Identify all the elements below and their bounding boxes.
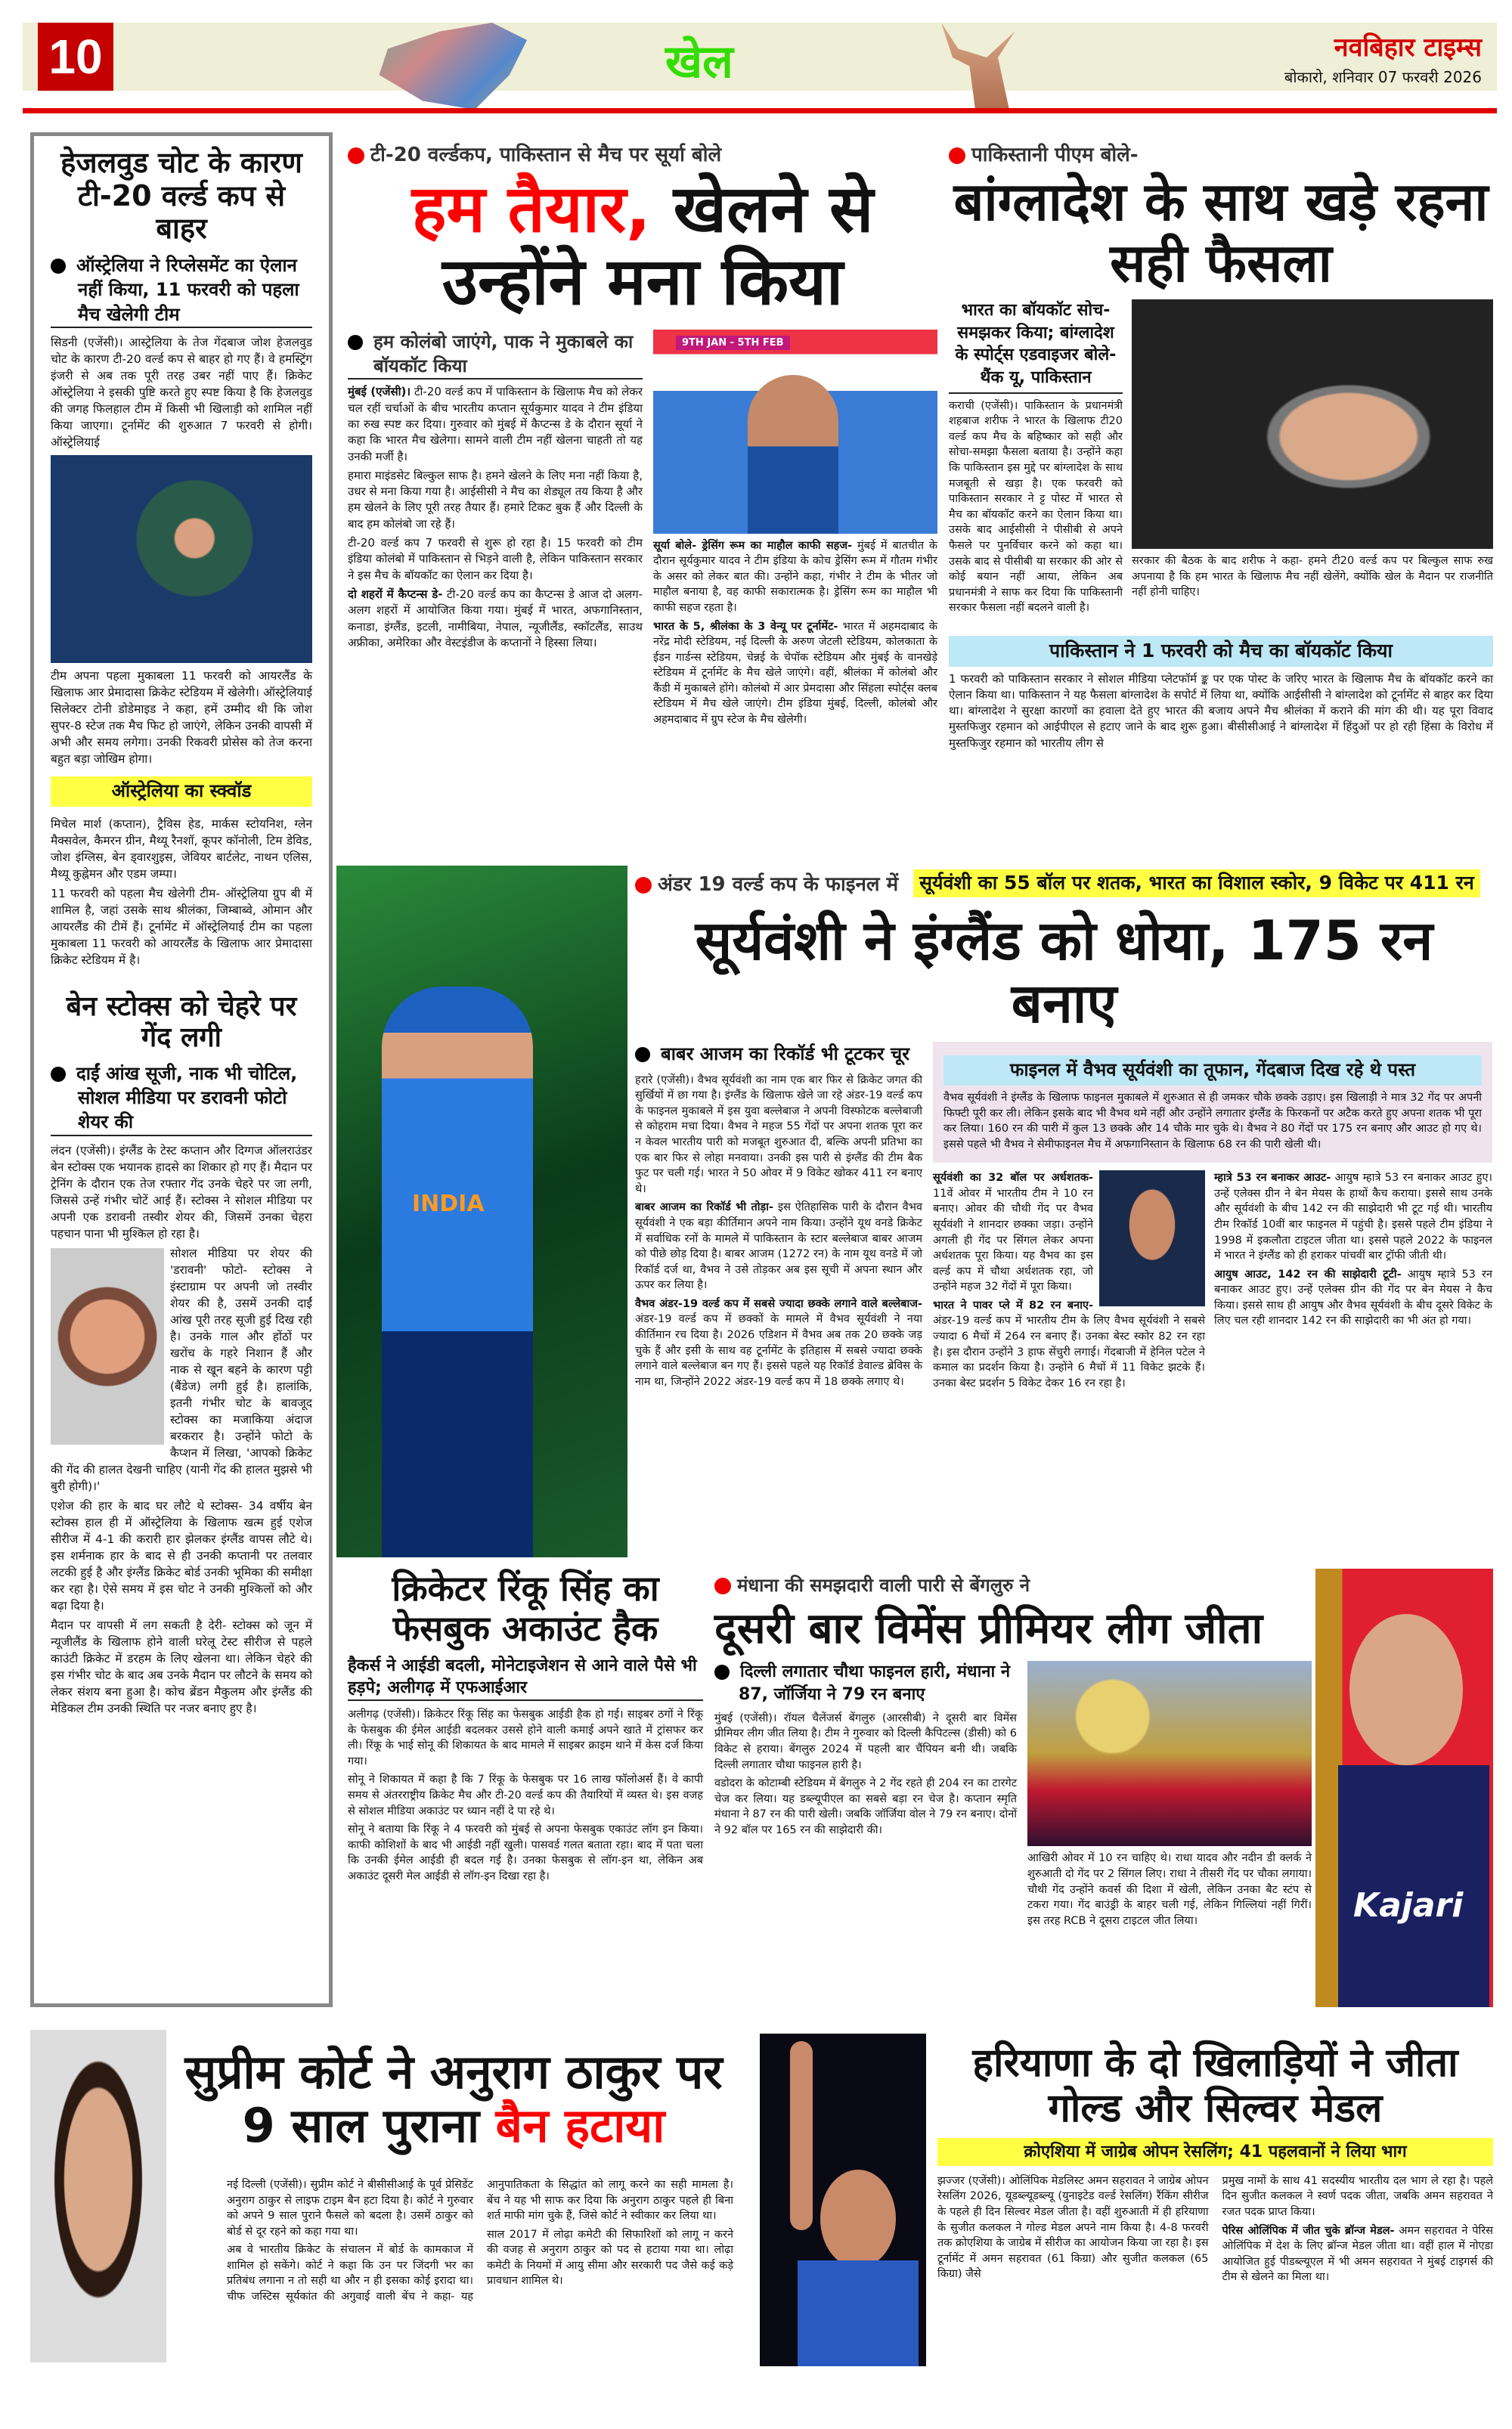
vaibhav-suryavanshi-photo (336, 866, 627, 1557)
surya-body-5: सूर्या बोले- ड्रेसिंग रूम का माहौल काफी सहज- मुंबई में बातचीत के दौरान सूर्यकुमार यादव ने टीम इंडिया के कोच ड्रेसिंग रूम में गौतम गंभीर के असर को लेकर बात की। उन्होंने कहा, गंभीर ने टीम के भीतर जो माहौल बनाया है, वह काफी सकारात्मक है। ड्रेसिंग रूम का माहौल भी काफी सहज रहता है। (653, 539, 938, 614)
masthead-band (23, 23, 1497, 91)
hazlewood-body-2: टीम अपना पहला मुकाबला 11 फरवरी को आयरलैंड के खिलाफ आर प्रेमादासा क्रिकेट स्टेडियम में खेलेगी। ऑस्ट्रेलियाई सिलेक्टर टोनी डोडेमाइड ने कहा, हमें उम्मीद थी कि जोश सुपर-8 स्टेज तक मैच फिट हो जाएंगे, लेकिन उनकी वापसी में अभी और समय लगेगा। उनकी रिकवरी प्रोसेस को तेज करना बहुत बड़ा जोखिम होगा। (51, 669, 312, 767)
newspaper-name: नवबिहार टाइम्स (1334, 33, 1482, 63)
red-dot-icon (348, 147, 364, 164)
wpl-kicker: मंधाना की समझदारी वाली पारी से बेंगलुरु ने (714, 1572, 1312, 1597)
section-title: खेल (665, 36, 733, 88)
suryavanshi-kicker: अंडर 19 वर्ल्ड कप के फाइनल में (635, 869, 898, 897)
header-divider (23, 108, 1497, 113)
suryavanshi-headline: सूर्यवंशी ने इंग्लैंड को धोया, 175 रन बनाए (695, 908, 1433, 1035)
suryavanshi-box-title: फाइनल में वैभव सूर्यवंशी का तूफान, गेंदबाज दिख रहे थे पस्त (943, 1055, 1482, 1086)
player-figure (748, 375, 838, 534)
red-dot-icon (949, 147, 965, 164)
surya-body: मुंबई (एजेंसी)। टी-20 वर्ल्ड कप में पाकिस्तान के खिलाफ मैच को लेकर चल रहीं चर्चाओं के बीच भारतीय कप्तान सूर्यकुमार यादव ने टीम इंडिया का रुख स्पष्ट कर दिया। गुरुवार को मुंबई में कैप्टन्स डे के दौरान सूर्या ने कहा कि भारत मैच खेलेगा। सामने वाली टीम नहीं खेलना चाहती तो यह उनकी मर्जी है। (348, 385, 643, 463)
page-number: 10 (38, 23, 113, 91)
haryana-headline: हरियाणा के दो खिलाड़ियों ने जीता गोल्ड और सिल्वर मेडल (972, 2040, 1458, 2131)
rinku-subhead: हैकर्स ने आईडी बदली, मोनेटाइजेशन से आने वाले पैसे भी हड़पे; अलीगढ़ में एफआईआर (348, 1655, 703, 1701)
suryavanshi-subhead: बाबर आजम का रिकॉर्ड भी टूटकर चूर (635, 1042, 922, 1066)
haryana-body (937, 2173, 1493, 2287)
suryavanshi-highlight: सूर्यवंशी का 55 बॉल पर शतक, भारत का विशाल स्कोर, 9 विकेट पर 411 रन (913, 869, 1480, 897)
stokes-body-3: एशेज की हार के बाद घर लौटे थे स्टोक्स- 34 वर्षीय बेन स्टोक्स हाल ही में ऑस्ट्रेलिया के खिलाफ खत्म हुई एशेज सीरीज में 4-1 की करारी हार झेलकर इंग्लैंड वापस लौटे थे। इस शर्मनाक हार के बाद से ही उनकी कप्तानी पर तलवार लटकी हुई है और इंग्लैंड क्रिकेट बोर्ड उनकी भूमिका की समीक्षा कर रहा है। ऐसे समय में इस चोट ने उनकी मुश्किलों को और बढ़ा दिया है। (51, 1498, 312, 1613)
haryana-body-1: झज्जर (एजेंसी)। ओलिंपिक मेडलिस्ट अमन सहरावत ने जाग्रेब ओपन रेसलिंग 2026, यूडब्ल्यूडब्ल्यू (युनाइटेड वर्ल्ड रेसलिंग) रैंकिंग सीरीज के पहले ही दिन सिल्वर मेडल जीता है। वहीं शुरुआती में ही हरियाणा के सुजीत कलकल ने गोल्ड मेडल अपने नाम किया है। 4-8 फरवरी तक क्रोएशिया के जाग्रेब में सीरीज का आयोजन किया जा रहा है। इस टूर्नामेंट में अमन सहरावत (61 किग्रा) और सुजीत कलकल (65 किग्रा) जैसे (937, 2174, 1209, 2281)
suryavanshi-body-5: भारत ने पावर प्ले में 82 रन बनाए- अंडर-19 वर्ल्ड कप में भारतीय टीम के लिए वैभव सूर्यवंशी ने सबसे ज्यादा 6 मैचों में 264 रन बनाए हैं। उनका बेस्ट स्कोर 82 रन रहा है। इस दौरान उन्होंने 3 हाफ सेंचुरी लगाई। गेंदबाजी में हेनिल पटेल ने कमाल का प्रदर्शन किया है। उन्होंने 6 मैचों में 11 विकेट झटके हैं। उनका बेस्ट प्रदर्शन 5 विकेट देकर 16 रन रहा है। (933, 1299, 1205, 1390)
red-dot-icon (714, 1578, 731, 1594)
jersey-text: INDIA (412, 1191, 485, 1217)
left-column (30, 132, 333, 2007)
newspaper-nameplate (1284, 29, 1482, 87)
rinku-body: अलीगढ़ (एजेंसी)। क्रिकेटर रिंकू सिंह का फेसबुक आईडी हैक हो गई। साइबर ठगों ने रिंकू के फेसबुक की ईमेल आईडी बदलकर उससे होने वाली कमाई अपने खाते में ट्रांसफर कर ली। रिंकू के भाई सोनू की शिकायत के बाद मामले में साइबर क्राइम थाने में केस दर्ज किया गया। (348, 1709, 703, 1768)
hazlewood-subhead: ऑस्ट्रेलिया ने रिप्लेसमेंट का ऐलान नहीं किया, 11 फरवरी को पहला मैच खेलेगी टीम (51, 253, 312, 328)
aman-sehrawat-photo (760, 2034, 926, 2366)
surya-article (348, 140, 937, 858)
haryana-highlight: क्रोएशिया में जाग्रेब ओपन रेसलिंग; 41 पहलवानों ने लिया भाग (937, 2138, 1493, 2166)
surya-body-6: भारत के 5, श्रीलंका के 3 वेन्यू पर टूर्नामेंट- भारत में अहमदाबाद के नरेंद्र मोदी स्टेडियम, नई दिल्ली के अरुण जेटली स्टेडियम, कोलकाता के ईडन गार्डन्स स्टेडियम, चेन्नई के चेपॉक स्टेडियम और मुंबई के वानखेड़े स्टेडियम में टूर्नामेंट के मैच खेले जाएंगे। वहीं, श्रीलंका में कोलंबो और कैंडी में मुकाबले होंगे। कोलंबो में आर प्रेमदासा और सिंहला स्पोर्ट्स क्लब स्टेडियम में मैच खेले जाएंगे। टीम इंडिया मुंबई, दिल्ली, कोलंबो और अहमदाबाद में ग्रुप स्टेज के मैच खेलेगी। (653, 620, 937, 726)
suryavanshi-body: हरारे (एजेंसी)। वैभव सूर्यवंशी का नाम एक बार फिर से क्रिकेट जगत की सुर्खियों में छा गया है। इंग्लैंड के खिलाफ खेले जा रहे अंडर-19 वर्ल्ड कप के फाइनल मुकाबले में इस युवा बल्लेबाज ने अपनी विस्फोटक बल्लेबाजी से कोहराम मचा दिया। वैभव ने महज 55 गेंदों पर अपना शतक पूरा कर न केवल भारतीय पारी को मजबूत शुरुआत दी, बल्कि अपनी प्रतिभा का एक बार फिर से लोहा मनवाया। उनकी इस पारी से इंग्लैंड की टीम बैक फुट पर चली गई। भारत ने 50 ओवर में 9 विकेट खोकर 411 रन बनाए थे। (635, 1074, 922, 1195)
smriti-mandhana-photo (1315, 1569, 1493, 2007)
suryavanshi-body-3: वैभव अंडर-19 वर्ल्ड कप में सबसे ज्यादा छक्के लगाने वाले बल्लेबाज- अंडर-19 वर्ल्ड कप में छक्कों के मामले में वैभव सूर्यवंशी ने नया कीर्तिमान रच दिया है। 2026 एडिशन में वैभव अब तक 20 छक्के जड़ चुके हैं और इसी के साथ वह टूर्नामेंट के इतिहास में सबसे ज्यादा छक्के लगाने वाले बल्लेबाज बन गए हैं। इससे पहले यह रिकॉर्ड डेवाल्ड ब्रेविस के नाम था, जिन्होंने 2022 अंडर-19 वर्ल्ड कप में 18 छक्के लगाए थे। (635, 1297, 922, 1388)
hazlewood-body: सिडनी (एजेंसी)। आस्ट्रेलिया के तेज गेंदबाज जोश हेजलवुड चोट के कारण टी-20 वर्ल्ड कप से बाहर हो गए हैं। वे हमस्ट्रिंग इंजरी से अब तक पूरी तरह उबर नहीं पाए हैं। क्रिकेट ऑस्ट्रेलिया ने इसकी पुष्टि करते हुए स्पष्ट किया है कि हेजलवुड की जगह फिलहाल टीम में किसी भी खिलाड़ी को शामिल नहीं किया जाएगा। टूर्नामेंट की शुरुआत 7 फरवरी से होगी। ऑस्ट्रेलियाई (51, 336, 312, 450)
face-shape (820, 2170, 896, 2268)
haryana-body-2: प्रमुख नामों के साथ 41 सदस्यीय भारतीय दल भाग ले रहा है। पहले दिन सुजीत कलकल ने स्वर्ण पदक जीता, जबकि अमन सहरावत ने रजत पदक प्राप्त किया। (1222, 2174, 1493, 2219)
rinku-body-2: सोनू ने शिकायत में कहा है कि 7 रिंकू के फेसबुक पर 16 लाख फॉलोअर्स हैं। वे कापी समय से अंतरराष्ट्रीय क्रिकेट मैच और टी-20 वर्ल्ड कप की तैयारियों में व्यस्त थे। इस वजह से सोशल मीडिया अकाउंट पर ध्यान नहीं दे पा रहे थे। (348, 1774, 703, 1817)
anurag-body-3: साल 2017 में लोढ़ा कमेटी की सिफारिशों को लागू न करने की वजह से अनुराग ठाकुर को पद से हटाया गया था। लोढ़ा कमेटी के नियमों में आयु सीमा और सरकारी पद जैसे कई कड़े प्रावधान शामिल थे। (487, 2228, 733, 2288)
anurag-body-2: अब वे भारतीय क्रिकेट के संचालन में बोर्ड के कामकाज में शामिल हो सकेंगे। कोर्ट ने कहा कि उन पर जिंदगी भर का प्रतिबंध लगाना न तो सही था और न ही इसका कोई इरादा था। चीफ जस्टिस सूर्यकांत की अगुवाई वाली बेंच ने कहा- यह आनुपातिकता के सिद्धांत को लागू करने का सही मामला है। बेंच ने यह भी साफ कर दिया कि अनुराग ठाकुर पहले ही बिना शर्त माफी मांग चुके हैं, जिसे कोर्ट ने स्वीकार कर लिया था। (227, 2179, 733, 2304)
wpl-article (714, 1572, 1312, 2007)
anurag-body-1: नई दिल्ली (एजेंसी)। सुप्रीम कोर्ट ने बीसीसीआई के पूर्व प्रेसिडेंट अनुराग ठाकुर से लाइफ टाइम बैन हटा दिया है। कोर्ट ने गुरुवार को अपने 9 साल पुराने फैसले को बदला है। उसमें ठाकुर को बोर्ड से दूर रहने को कहा गया था। (227, 2179, 473, 2238)
pak-box-title: पाकिस्तान ने 1 फरवरी को मैच का बॉयकॉट किया (949, 636, 1493, 667)
suryavanshi-body-7: आयुष आउट, 142 रन की साझेदारी टूटी- आयुष म्हात्रे 53 रन बनाकर आउट हुए। उन्हें एलेक्स ग्रीन की गेंद पर बेन मेयस ने कैच किया। इससे साथ ही आयुष और वैभव सूर्यवंशी के बीच दूसरे विकेट के लिए चल रही शानदार 142 रन की साझेदारी का भी अंत हो गया। (1214, 1268, 1492, 1328)
suryavanshi-body-2: बाबर आजम का रिकॉर्ड भी तोड़ा- इस ऐतिहासिक पारी के दौरान वैभव सूर्यवंशी ने एक बड़ा कीर्तिमान अपने नाम किया। उन्होंने यूथ वनडे क्रिकेट में सर्वाधिक रनों के मामले में पाकिस्तान के स्टार बल्लेबाज बाबर आजम को पीछे छोड़ दिया है। बाबर आजम (1272 रन) के नाम यूथ वनडे में जो रिकॉर्ड दर्ज था, वैभव ने उसे तोड़कर अब इस सूची में अपना स्थान और ऊपर कर लिया है। (635, 1201, 922, 1292)
wpl-body-3: आखिरी ओवर में 10 रन चाहिए थे। राधा यादव और नदीन डी क्लर्क ने शुरुआती दो गेंद पर 2 सिंगल लिए। राधा ने तीसरी गेंद पर चौका लगाया। चौथी गेंद उन्होंने कवर्स की दिशा में खेली, लेकिन उनका बैट स्टंप से टकरा गया। गेंद बाउंड्री के बाहर चली गई, लेकिन गिल्लियां नहीं गिरीं। इस तरह RCB ने दूसरा टाइटल जीत लिया। (1027, 1852, 1312, 1927)
anurag-thakur-photo (30, 2030, 166, 2362)
bullet-icon (51, 259, 66, 274)
bullet-icon (51, 1067, 66, 1082)
pak-subhead: भारत का बॉयकॉट सोच-समझकर किया; बांग्लादेश के स्पोर्ट्स एडवाइजर बोले- थैंक यू, पाकिस्तान (949, 299, 1123, 394)
haryana-body-3: पेरिस ओलिंपिक में जीत चुके ब्रॉन्ज मेडल- अमन सहरावत ने पेरिस ओलिंपिक में देश के लिए ब्रॉन्ज मेडल जीता था। वहीं हाल में नोएडा आयोजित हुई पीडब्ल्यूएल में भी अमन सहरावत ने मुंबई टाइगर्स की टीम से खेलने का मिला था। (1222, 2224, 1493, 2284)
pak-box-body: 1 फरवरी को पाकिस्तान सरकार ने सोशल मीडिया प्लेटफॉर्म ङ्क पर एक पोस्ट के जरिए भारत के खिलाफ मैच के बॉयकॉट करने का ऐलान किया था। पाकिस्तान ने यह फैसला बांग्लादेश के सपोर्ट में लिया था, क्योंकि आईसीसी ने बांग्लादेश को टूर्नामेंट से बाहर कर दिया था। बांग्लादेश ने सुरक्षा कारणों का हवाला देते हुए भारत की बजाय अपने मैच श्रीलंका में कराने की मांग की थी। यह पूरा विवाद मुस्तफिजुर रहमान को आईपीएल से हटाए जाने के बाद शुरू हुआ। बीसीसीआई ने बांग्लादेश में हिंदुओं पर हो रही हिंसा के विरोध में मुस्तफिजुर रहमान को भारतीय लीग से (949, 671, 1493, 750)
anurag-body (227, 2177, 733, 2362)
suryavanshi-body-4: सूर्यवंशी का 32 बॉल पर अर्धशतक- 11वें ओवर में भारतीय टीम ने 10 रन बनाए। ओवर की चौथी गेंद पर वैभव सूर्यवंशी ने शानदार छक्का जड़ा। उन्होंने अगली ही गेंद पर सिंगल लेकर अपना अर्धशतक पूरा किया। यह वैभव का इस वर्ल्ड कप में चौथा अर्धशतक रहा, जो उन्होंने महज 32 गेंदों में पूरा किया। (933, 1172, 1093, 1294)
wpl-headline: दूसरी बार विमेंस प्रीमियर लीग जीता (714, 1604, 1263, 1653)
suryavanshi-box-body: वैभव सूर्यवंशी ने इंग्लैंड के खिलाफ फाइनल मुकाबले में शुरुआत से ही जमकर चौके छक्के उड़ाए। इस खिलाड़ी ने मात्र 32 गेंद पर अपनी फिफ्टी पूरी कर ली। लेकिन इसके बाद भी वैभव थमे नहीं और उन्होंने लगातार इंग्लैंड के फिरकनों पर अटैक करते हुए अपना शतक भी पूरा कर लिया। 160 रन की पारी में कुल 13 छक्के और 14 चौके मार चुके थे। वैभव ने 80 गेंदों पर 175 रन बनाए और आउट हो गए थे। इससे पहले भी वैभव ने सेमीफाइनल मैच में अफगानिस्तान के खिलाफ 68 रन की पारी खेली थी। (943, 1091, 1482, 1151)
suryakumar-press-photo (653, 330, 937, 534)
haryana-article (937, 2041, 1493, 2374)
stokes-subhead: दाईं आंख सूजी, नाक भी चोटिल, सोशल मीडिया पर डरावनी फोटो शेयर की (51, 1061, 312, 1136)
surya-subhead: हम कोलंबो जाएंगे, पाक ने मुकाबले का बॉयकॉट किया (348, 330, 643, 380)
pak-kicker: पाकिस्तानी पीएम बोले- (949, 140, 1493, 167)
shehbaz-sharif-photo (1132, 299, 1493, 549)
surya-headline: हम तैयार, खेलने से उन्होंने मना किया (411, 172, 874, 321)
jersey-sponsor-text: Kajari (1353, 1886, 1464, 1925)
red-dot-icon (635, 877, 652, 894)
suryavanshi-info-box (933, 1042, 1492, 1163)
dateline: बोकारो, शनिवार 07 फरवरी 2026 (1284, 68, 1482, 86)
stokes-injury-photo (51, 1248, 164, 1445)
anurag-headline: सुप्रीम कोर्ट ने अनुराग ठाकुर पर 9 साल पुराना बैन हटाया (184, 2044, 723, 2154)
suryavanshi-body-6: म्हात्रे 53 रन बनाकर आउट- आयुष म्हात्रे 53 रन बनाकर आउट हुए। उन्हें एलेक्स ग्रीन ने बेन मेयस के हाथों कैच कराया। इससे साथ उनके और सूर्यवंशी के बीच 142 रन की साझेदारी भी टूट गई थी। भारतीय टीम रिकॉर्ड 10वीं बार फाइनल में पहुंची है। इससे पहले टीम इंडिया ने 1998 में इकलौता टाइटल जीता था। इससे पहले 2022 के फाइनल में भारत ने इंग्लैंड को ही हराकर पांचवीं बार ट्रॉफी जीती थी। (1214, 1172, 1492, 1263)
surya-body-2: हमारा माइंडसेट बिल्कुल साफ है। हमने खेलने के लिए मना नहीं किया है, उधर से मना किया गया है। आईसीसी ने मैच का शेड्यूल तय किया है और हम खेलने के लिए पूरी तरह तैयार हैं। हमारे टिकट बुक हैं और दिल्ली के बाद हम कोलंबो जा रहे हैं। (348, 468, 643, 531)
pakistan-article (949, 140, 1493, 858)
wpl-subhead: दिल्ली लगातार चौथा फाइनल हारी, मंधाना ने 87, जॉर्जिया ने 79 रन बनाए (714, 1661, 1017, 1706)
wpl-body-2: वडोदरा के कोटाम्बी स्टेडियम में बेंगलुरु ने 2 गेंद रहते ही 204 रन का टारगेट चेज कर लिया। यह डब्ल्यूपीएल का सबसे बड़ा रन चेज है। कप्तान स्मृति मंधाना ने 87 रन की पारी खेली। जबकि जॉर्जिया वोल ने 79 रन बनाए। दोनों ने 92 बॉल पर 165 रन की साझेदारी की। (714, 1777, 1017, 1836)
pak-headline: बांग्लादेश के साथ खड़े रहना सही फैसला (953, 171, 1489, 294)
vaibhav-portrait-photo (1099, 1170, 1205, 1306)
pak-body-2: सरकार की बैठक के बाद शरीफ ने कहा- हमने टी20 वर्ल्ड कप पर बिल्कुल साफ रुख अपनाया है कि हम भारत के खिलाफ मैच नहीं खेलेंगे, क्योंकि खेल के मैदान पर राजनीति नहीं होनी चाहिए। (1132, 555, 1493, 599)
stokes-body: लंदन (एजेंसी)। इंग्लैंड के टेस्ट कप्तान और दिग्गज ऑलराउंडर बेन स्टोक्स एक भयानक हादसे का शिकार हो गए हैं। मैदान पर ट्रेनिंग के दौरान एक तेज रफ्तार गेंद उनके चेहरे पर जा लगी, जिससे उन्हें गंभीर चोटें आई हैं। स्टोक्स ने सोशल मीडिया पर अपनी एक डरावनी तस्वीर शेयर की, जिसमें उनका चेहरा पहचान पाना भी मुश्किल हो रहा है। (51, 1143, 312, 1241)
bullet-icon (714, 1665, 730, 1680)
rcb-celebration-photo (1027, 1661, 1312, 1846)
anurag-article (30, 2030, 741, 2370)
rinku-body-3: सोनू ने बताया कि रिंकू ने 4 फरवरी को मुंबई से अपना फेसबुक एकाउंट लॉग इन किया। काफी कोशिशों के बाद भी आईडी नहीं खुली। पासवर्ड गलत बताता रहा। बाद में पता चला कि उनकी ईमेल आईडी ही बदल गई है। उनका फेसबुक से लॉग-इन था, लेकिन अब अकाउंट दूसरी मेल आईडी से लॉग-इन दिखा रहा है। (348, 1823, 703, 1882)
hazlewood-photo (51, 455, 312, 663)
suryavanshi-article (635, 869, 1493, 1557)
surya-kicker: टी-20 वर्ल्डकप, पाकिस्तान से मैच पर सूर्या बोले (348, 140, 937, 167)
squad-box-title: ऑस्ट्रेलिया का स्क्वॉड (51, 776, 312, 807)
surya-body-3: टी-20 वर्ल्ड कप 7 फरवरी से शुरू हो रहा है। 15 फरवरी को टीम इंडिया कोलंबो में पाकिस्तान से भिड़ने वाली है, लेकिन पाकिस्तान सरकार ने इस मैच के बॉयकॉट का ऐलान कर दिया है। (348, 536, 643, 582)
stokes-headline: बेन स्टोक्स को चेहरे पर गेंद लगी (66, 990, 297, 1054)
face-shape (1349, 1614, 1463, 1765)
bullet-icon (635, 1047, 650, 1062)
bullet-icon (348, 335, 363, 350)
photo-banner-text: 9TH JAN - 5TH FEB (676, 336, 790, 350)
stokes-body-2: सोशल मीडिया पर शेयर की 'डरावनी' फोटो- स्टोक्स ने इंस्टाग्राम पर अपनी जो तस्वीर शेयर की है, उसमें उनकी दाईं आंख पूरी तरह सूजी हुई दिख रही है। उनके गाल और होंठों पर खरोंच के गहरे निशान हैं और नाक से खून बहने के कारण पट्टी (बैंडेज) लगी हुई है। हालांकि, इतनी गंभीर चोट के बावजूद स्टोक्स का मजाकिया अंदाज बरकरार है। उन्होंने फोटो के कैप्शन में लिखा, 'आपको क्रिकेट की गेंद की हालत देखनी चाहिए (यानी गेंद की हालत मुझसे भी बुरी होगी)।' (51, 1246, 312, 1493)
hazlewood-headline: हेजलवुड चोट के कारण टी-20 वर्ल्ड कप से बाहर (60, 146, 302, 246)
raised-arm (790, 2041, 813, 2230)
hazlewood-body-3: 11 फरवरी को पहला मैच खेलेगी टीम- ऑस्ट्रेलिया ग्रुप बी में शामिल है, जहां उसके साथ श्रीलंका, जिम्बाब्वे, ओमान और आयरलैंड की टीमें हैं। टूर्नामेंट में ऑस्ट्रेलियाई टीम का पहला मुकाबला 11 फरवरी को आयरलैंड के खिलाफ आर प्रेमादासा क्रिकेट स्टेडियम में है। (51, 886, 312, 967)
rinku-article (348, 1569, 703, 2007)
stokes-body-4: मैदान पर वापसी में लग सकती है देरी- स्टोक्स को जून में न्यूजीलैंड के खिलाफ होने वाली घरेलू टेस्ट सीरीज से पहले काउंटी क्रिकेट में डरहम के लिए खेलना था। लेकिन चेहरे की इस गंभीर चोट के बाद अब उनके मैदान पर लौटने के समय को लेकर संशय बना हुआ है। कोच ब्रेंडन मैकुलम और इंग्लैंड की मेडिकल टीम उनकी स्थिति पर नजर बनाए हुए है। (51, 1618, 312, 1715)
pak-body: कराची (एजेंसी)। पाकिस्तान के प्रधानमंत्री शहबाज शरीफ ने भारत के खिलाफ टी20 वर्ल्ड कप मैच के बहिष्कार को सही और सोचा-समझा फैसला बताया है। उन्होंने कहा कि पाकिस्तान इस मुद्दे पर बांग्लादेश के साथ मजबूती से खड़ा है। एक फरवरी को पाकिस्तान सरकार ने ट्ट पोस्ट में भारत से मैच का बॉयकॉट करने का ऐलान किया था। उसके बाद आईसीसी ने पीसीबी से अपने फैसले पर पुनर्विचार करने को कहा था। उसके बाद से पीसीबी या सरकार की ओर से कोई बयान नहीं आया, लेकिन अब प्रधानमंत्री ने साफ कर दिया कि पाकिस्तानी सरकार फैसला नहीं बदलने वाली है। (949, 399, 1123, 615)
squad-list: मिचेल मार्श (कप्तान), ट्रैविस हेड, मार्कस स्टोयनिश, ग्लेन मैक्सवेल, कैमरन ग्रीन, मैथ्यू रैनशॉ, कूपर कॉनोली, टिम डेविड, जोश इंग्लिस, बेन ड्वारशुइस, जेवियर बार्टलेट, नाथन एलिस, मैथ्यू कुह्नेमन और एडम जम्पा। (51, 816, 312, 881)
wpl-body: मुंबई (एजेंसी)। रॉयल चैलेंजर्स बेंगलुरु (आरसीबी) ने दूसरी बार विमेंस प्रीमियर लीग जीत लिया है। टीम ने गुरुवार को दिल्ली कैपिटल्स (डीसी) को 6 विकेट से हराया। बेंगलुरु 2024 में पहली बार चैंपियन बनी थी। जबकि दिल्ली लगातार चौथा फाइनल हारी है। (714, 1712, 1017, 1771)
rinku-headline: क्रिकेटर रिंकू सिंह का फेसबुक अकाउंट हैक (392, 1568, 659, 1649)
surya-body-4: दो शहरों में कैप्टन्स डे- टी-20 वर्ल्ड कप का कैप्टन्स डे आज दो अलग-अलग शहरों में आयोजित किया गया। मुंबई में भारत, अफगानिस्तान, कनाडा, इंग्लैंड, इटली, नामीबिया, नेपाल, न्यूजीलैंड, स्कॉटलैंड, साउथ अफ्रीका, अमेरिका और वेस्टइंडीज के कप्तानों ने हिस्सा लिया। (348, 587, 643, 649)
singlet-shape (798, 2260, 919, 2366)
player-figure (382, 987, 533, 1557)
